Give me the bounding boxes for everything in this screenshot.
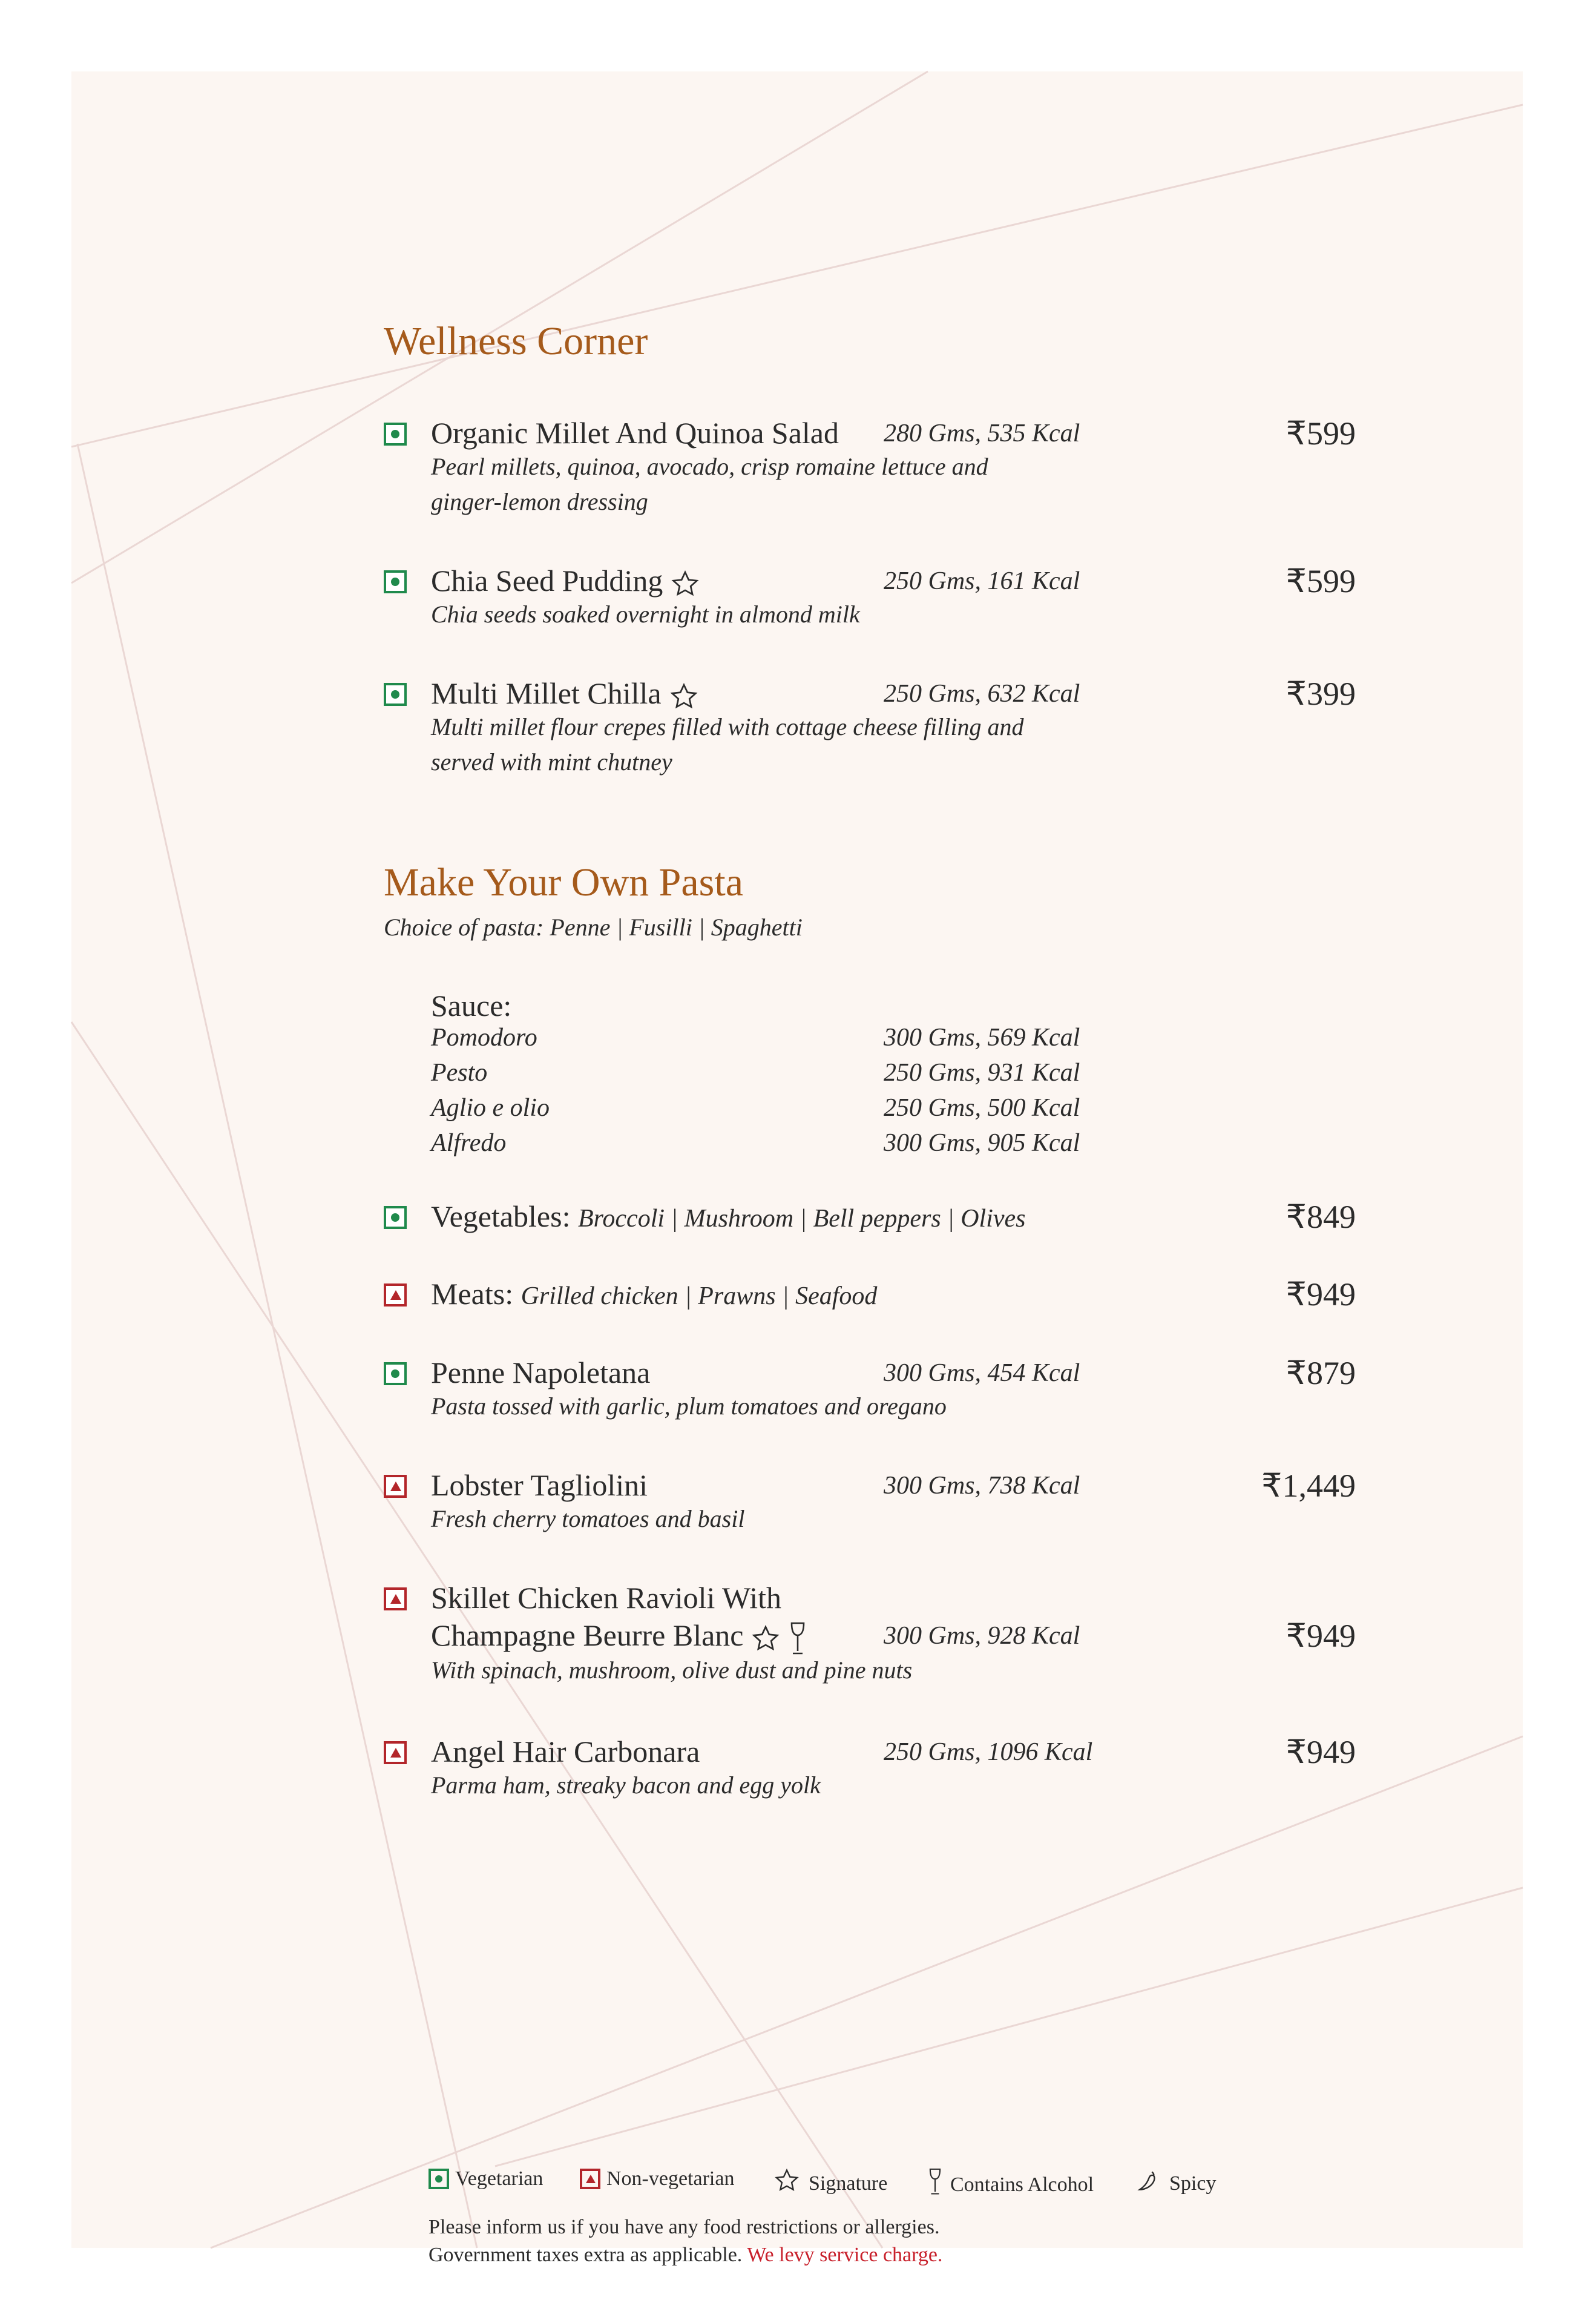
item-description: Parma ham, streaky bacon and egg yolk [431,1771,821,1799]
legend-nonveg [580,2167,734,2190]
item-options: Grilled chicken | Prawns | Seafood [521,1282,878,1310]
veg-mark-icon [429,2169,449,2189]
item-portion: 300 Gms, 454 Kcal [884,1359,1080,1387]
item-price: ₹399 [1286,676,1356,712]
menu-item [384,676,1356,776]
item-portion: 250 Gms, 632 Kcal [884,680,1080,708]
sauce-portion: 250 Gms, 931 Kcal [884,1059,1080,1087]
sauce-portion: 300 Gms, 569 Kcal [884,1024,1080,1052]
nonveg-mark-icon [384,1475,407,1498]
sauce-portion: 250 Gms, 500 Kcal [884,1094,1080,1122]
item-portion: 300 Gms, 928 Kcal [884,1622,1080,1650]
veg-mark-icon [384,570,407,593]
menu-item-vegetables [384,1199,1356,1241]
veg-mark-icon [384,423,407,446]
item-description: Pearl millets, quinoa, avocado, crisp romaine lettuce and [431,453,988,480]
footer-tax-text: Government taxes extra as applicable. [429,2244,743,2266]
item-description: Multi millet flour crepes filled with cottage cheese filling and [431,713,1024,740]
item-name: Organic Millet And Quinoa Salad [431,416,839,450]
item-name-wrap [431,1276,877,1311]
legend-signature [773,2167,887,2199]
item-portion: 280 Gms, 535 Kcal [884,420,1080,447]
item-name-wrap [431,1199,1026,1234]
item-name: Penne Napoletana [431,1356,651,1389]
item-name-wrap [431,676,699,712]
item-portion: 300 Gms, 738 Kcal [884,1472,1080,1500]
menu-item [384,415,1356,515]
item-price: ₹949 [1286,1734,1356,1770]
legend-spicy [1134,2167,1216,2199]
item-name: Multi Millet Chilla [431,676,662,710]
sauce-row [431,1058,1080,1093]
sauce-list [431,988,1080,1164]
veg-mark-icon [384,683,407,706]
item-price: ₹949 [1286,1618,1356,1654]
menu-item-meats [384,1276,1356,1319]
menu-item [384,1468,1356,1546]
signature-icon [750,1624,781,1654]
footer-service-charge: We levy service charge. [747,2244,943,2266]
nonveg-mark-icon [384,1587,407,1610]
veg-mark-icon [384,1206,407,1229]
legend-vegetarian [429,2167,543,2190]
legend-label: Signature [809,2172,888,2195]
sauce-label: Sauce: [431,989,512,1023]
sauce-name: Alfredo [431,1129,507,1157]
nonveg-mark-icon [384,1741,407,1764]
nonveg-mark-icon [384,1283,407,1306]
nonveg-mark-icon [580,2169,600,2189]
menu-item [384,1734,1356,1813]
item-price: ₹849 [1286,1199,1356,1235]
sauce-row [431,1093,1080,1129]
veg-mark-icon [384,1362,407,1385]
alcohol-icon [788,1622,807,1656]
signature-icon [669,682,699,712]
menu-item [384,1355,1356,1434]
signature-icon [670,569,700,599]
legend-label: Non-vegetarian [606,2167,735,2190]
item-options: Broccoli | Mushroom | Bell peppers | Olives [577,1205,1026,1233]
item-name-wrap [431,563,700,599]
item-price: ₹599 [1286,415,1356,452]
menu-page [71,71,1523,2266]
legend-alcohol [927,2167,1094,2202]
item-description: served with mint chutney [431,748,672,776]
item-description: ginger-lemon dressing [431,488,648,515]
item-price: ₹599 [1286,563,1356,599]
legend-label: Vegetarian [455,2167,543,2190]
sauce-name: Aglio e olio [431,1094,550,1122]
section-title-wellness: Wellness Corner [384,319,648,363]
section-title-pasta: Make Your Own Pasta [384,860,743,904]
sauce-row [431,1023,1080,1058]
footer-tax-note [429,2244,942,2267]
item-description: Pasta tossed with garlic, plum tomatoes and oregano [431,1392,947,1420]
item-name: Angel Hair Carbonara [431,1735,700,1768]
item-name: Chia Seed Pudding [431,564,663,598]
sauce-portion: 300 Gms, 905 Kcal [884,1129,1080,1157]
sauce-name: Pesto [431,1059,488,1087]
item-name: Skillet Chicken Ravioli With [431,1581,781,1615]
legend-label: Contains Alcohol [950,2173,1094,2196]
pasta-choice: Choice of pasta: Penne | Fusilli | Spaghetti [384,914,803,941]
item-description: With spinach, mushroom, olive dust and pine nuts [431,1656,913,1684]
decorative-lines [71,71,1523,2248]
chili-icon [1134,2167,1161,2199]
item-description: Fresh cherry tomatoes and basil [431,1505,745,1532]
sauce-row [431,1129,1080,1164]
legend-label: Spicy [1169,2172,1217,2195]
item-name-wrap [431,1618,807,1656]
item-price: ₹879 [1286,1355,1356,1391]
footer-allergy-note: Please inform us if you have any food restrictions or allergies. [429,2216,940,2238]
alcohol-icon [927,2167,943,2202]
item-name: Meats: [431,1277,514,1311]
item-description: Chia seeds soaked overnight in almond milk [431,601,860,628]
menu-item [384,1580,1356,1701]
item-portion: 250 Gms, 1096 Kcal [884,1738,1093,1766]
menu-item [384,563,1356,642]
item-price: ₹1,449 [1261,1468,1356,1504]
item-name: Lobster Tagliolini [431,1468,648,1502]
item-portion: 250 Gms, 161 Kcal [884,567,1080,595]
item-name-line2: Champagne Beurre Blanc [431,1618,744,1652]
signature-icon [773,2167,800,2199]
item-name: Vegetables: [431,1199,571,1233]
sauce-name: Pomodoro [431,1024,537,1052]
item-price: ₹949 [1286,1276,1356,1313]
